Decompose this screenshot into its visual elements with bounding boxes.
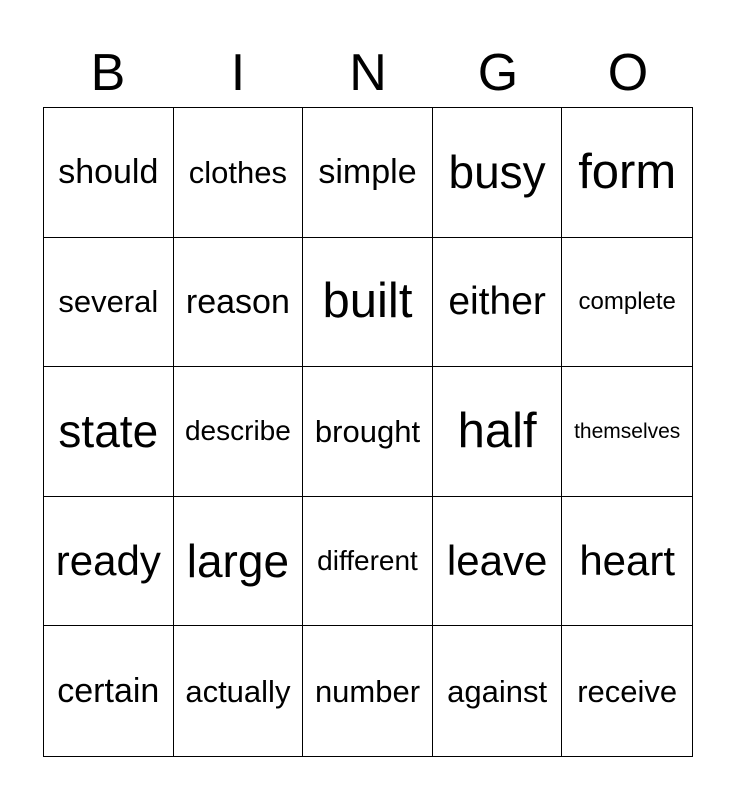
bingo-cell[interactable]: different [303,497,433,627]
bingo-cell[interactable]: simple [303,108,433,238]
bingo-cell[interactable]: busy [433,108,563,238]
bingo-cell[interactable]: large [174,497,304,627]
bingo-cell[interactable]: reason [174,238,304,368]
bingo-cell[interactable]: clothes [174,108,304,238]
bingo-cell[interactable]: actually [174,626,304,756]
bingo-cell[interactable]: number [303,626,433,756]
bingo-header [43,40,693,106]
bingo-cell[interactable]: state [44,367,174,497]
header-letter-b: B [90,44,126,102]
bingo-cell[interactable]: heart [562,497,692,627]
bingo-cell[interactable]: complete [562,238,692,368]
header-letter-i: I [230,44,246,102]
bingo-cell[interactable]: either [433,238,563,368]
bingo-cell[interactable]: form [562,108,692,238]
bingo-cell[interactable]: should [44,108,174,238]
bingo-cell[interactable]: receive [577,673,678,709]
bingo-cell[interactable]: built [303,238,433,368]
header-letter-o: O [607,44,649,102]
bingo-cell[interactable]: against [433,626,563,756]
bingo-cell[interactable]: brought [303,367,433,497]
bingo-cell[interactable]: describe [174,367,304,497]
bingo-cell[interactable]: ready [44,497,174,627]
bingo-cell[interactable]: leave [433,497,563,627]
bingo-board [43,107,693,757]
bingo-cell[interactable]: several [44,238,174,368]
header-letter-n: N [349,44,387,102]
bingo-cell[interactable]: half [433,367,563,497]
bingo-cell[interactable]: themselves [562,367,692,497]
bingo-cell[interactable]: certain [44,626,174,756]
header-letter-g: G [477,44,519,102]
